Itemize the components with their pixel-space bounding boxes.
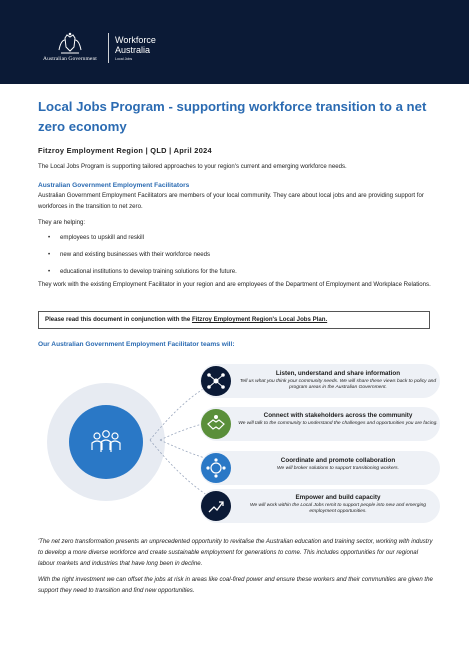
facilitators-closing: They work with the existing Employment Facilitator in your region and are employees of the Department of Employment and Workplace Relations. xyxy=(38,281,431,288)
helping-label: They are helping: xyxy=(38,219,86,226)
team-item-4-description: We will work within the Local Jobs remit to support people into new and emerging employment opportunities. xyxy=(249,503,427,515)
workforce-australia-logo xyxy=(115,36,156,61)
brand-line-1: Workforce xyxy=(115,35,156,45)
team-item-2-title: Connect with stakeholders across the community xyxy=(263,412,413,419)
teams-heading: Our Australian Government Employment Facilitator teams will: xyxy=(38,341,235,348)
team-item-3-title: Coordinate and promote collaboration xyxy=(280,457,396,464)
page-title: Local Jobs Program - supporting workforce transition to a net zero economy xyxy=(38,99,427,134)
list-item: • educational institutions to develop training solutions for the future. xyxy=(48,267,428,284)
team-item-1-description: Tell us what you think your community needs. We will share these views back to policy and program areas in the Australian Government. xyxy=(239,379,437,391)
page-header xyxy=(0,0,469,84)
brand-line-2: Australia xyxy=(115,44,151,55)
quote-paragraph-2: With the right investment we can offset the jobs at risk in areas like coal-fired power and ensure these workers and their communities are given the support they need to transition and find new opportunities. xyxy=(38,576,433,594)
team-people-icon xyxy=(89,428,123,456)
facilitators-heading: Australian Government Employment Facilitators xyxy=(38,182,190,189)
team-item-1-title: Listen, understand and share information xyxy=(275,370,401,377)
helping-list xyxy=(48,233,428,284)
growth-icon xyxy=(201,491,231,521)
notice-text: Please read this document in conjunction with the xyxy=(45,316,191,323)
collaboration-icon xyxy=(201,453,231,483)
local-jobs-plan-link[interactable]: Fitzroy Employment Region's Local Jobs Plan. xyxy=(191,316,328,323)
team-item-4-title: Empower and build capacity xyxy=(295,494,381,501)
logo-divider xyxy=(108,33,109,63)
facilitators-body: Australian Government Employment Facilitators are members of your local community. They care about local jobs and are providing support for workforces in the transition to net zero. xyxy=(38,192,424,210)
government-name: Australian Government xyxy=(43,56,97,62)
team-item-3-description: We will broker solutions to support transitioning workers. xyxy=(277,466,399,471)
brand-subtitle: Local Jobs xyxy=(115,57,133,61)
list-item: • new and existing businesses with their workforce needs xyxy=(48,250,428,267)
handshake-icon xyxy=(201,409,231,439)
quote-paragraph-1: 'The net zero transformation presents an unprecedented opportunity to revitalise the Australian education and training sector, working with industry to develop a more diverse workforce and create sustainable employment for generations to come. This includes opportunities for our regional labour markets and industries that have long been in decline. xyxy=(38,538,433,567)
notice-box xyxy=(38,311,430,329)
australian-government-logo xyxy=(38,32,102,66)
list-item: • employees to upskill and reskill xyxy=(48,233,428,250)
intro-paragraph: The Local Jobs Program is supporting tailored approaches to your region's current and emerging workforce needs. xyxy=(38,163,347,170)
team-item-2-description: We will talk to the community to understand the challenges and opportunities you are facing. xyxy=(238,421,438,426)
page-subtitle: Fitzroy Employment Region | QLD | April 2024 xyxy=(38,146,212,155)
network-icon xyxy=(201,366,231,396)
coat-of-arms-icon xyxy=(55,32,85,56)
